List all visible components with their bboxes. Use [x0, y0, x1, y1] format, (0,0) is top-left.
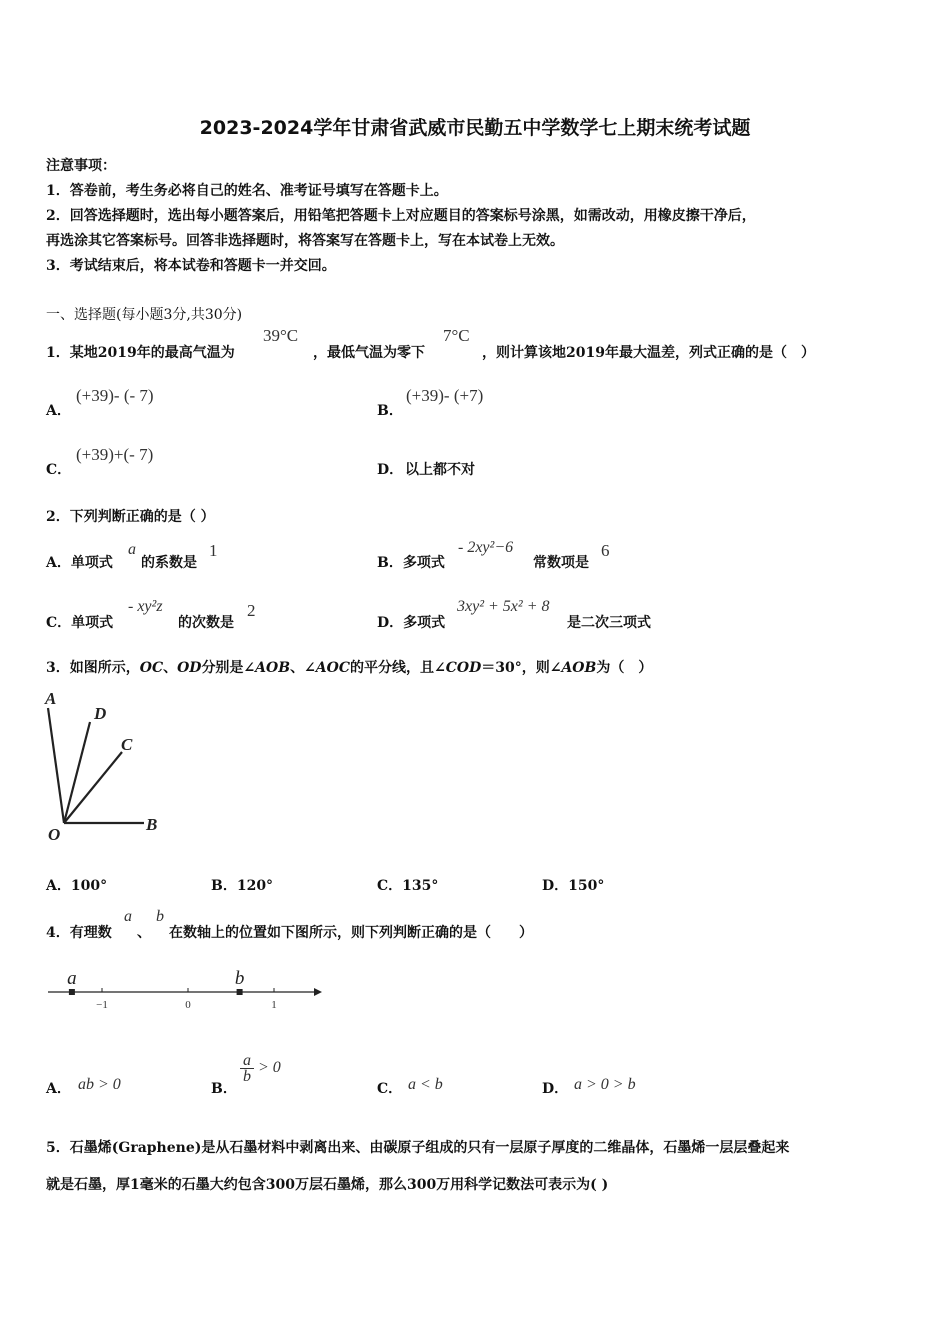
notice-line: 2．回答选择题时，选出每小题答案后，用铅笔把答题卡上对应题目的答案标号涂黑，如需改动，用橡皮擦干净后，: [46, 208, 756, 224]
notice-heading: 注意事项：: [46, 158, 116, 174]
q1-option-b-math: (+39)- (+7): [406, 386, 484, 405]
q2-option-c-math1: - xy²z: [128, 598, 163, 615]
q1-text-part2: ，最低气温为零下: [313, 345, 425, 361]
q3-option-d[interactable]: D．150°: [542, 878, 605, 894]
q1-option-c-math: (+39)+(- 7): [76, 445, 154, 464]
q1-text-part1: 1．某地2019年的最高气温为: [46, 345, 235, 361]
q3-option-a[interactable]: A．100°: [46, 878, 108, 894]
q4-option-a-math: ab > 0: [78, 1076, 121, 1093]
q1-text-part3: ，则计算该地2019年最大温差，列式正确的是（ ）: [482, 345, 815, 361]
q1-option-d-text: 以上都不对: [405, 462, 475, 478]
q3-option-c[interactable]: C．135°: [377, 878, 439, 894]
q4-option-d-label[interactable]: D．: [542, 1081, 569, 1097]
q4-text-part1: 4．有理数: [46, 925, 112, 941]
notice-line: 再选涂其它答案标号。回答非选择题时，将答案写在答题卡上，写在本试卷上无效。: [46, 233, 564, 249]
angle-figure: [40, 684, 175, 844]
q2-stem: 2．下列判断正确的是（ ）: [46, 509, 215, 525]
q2-option-b-math2: 6: [601, 541, 610, 560]
q1-option-b-label[interactable]: B．: [377, 403, 403, 419]
q4-option-b-math: $\frac{a}{b}$ > 0: [240, 1053, 281, 1084]
q2-option-a-text2: 的系数是: [141, 555, 197, 571]
section-heading: 一、选择题(每小题3分,共30分): [46, 307, 243, 323]
q1-min-temp: 7°C: [443, 326, 470, 345]
q1-option-a-label[interactable]: A．: [46, 403, 71, 419]
tick-label: −1: [96, 999, 108, 1011]
q1-option-d-label[interactable]: D．: [377, 462, 404, 478]
q4-text-part2: 在数轴上的位置如下图所示，则下列判断正确的是（ ）: [169, 925, 533, 941]
tick-label: 1: [271, 999, 277, 1011]
q4-option-b-label[interactable]: B．: [211, 1081, 237, 1097]
q4-option-c-math: a < b: [408, 1076, 443, 1093]
q2-option-c-text1[interactable]: C．单项式: [46, 615, 114, 631]
point-label-a: a: [67, 968, 77, 989]
q4-sep: 、: [137, 925, 151, 941]
q1-option-a-math: (+39)- (- 7): [76, 386, 154, 405]
q3-option-b[interactable]: B．120°: [211, 878, 274, 894]
q4-option-a-label[interactable]: A．: [46, 1081, 71, 1097]
q2-option-b-text1[interactable]: B．多项式: [377, 555, 445, 571]
notice-line: 1．答卷前，考生务必将自己的姓名、准考证号填写在答题卡上。: [46, 183, 448, 199]
label-d: D: [94, 704, 107, 723]
label-a: A: [45, 689, 57, 708]
q5-line1: 5．石墨烯(Graphene)是从石墨材料中剥离出来、由碳原子组成的只有一层原子厚度的二维晶体，石墨烯一层层叠起来: [46, 1140, 790, 1156]
label-c: C: [121, 735, 133, 754]
q5-line2: 就是石墨，厚1毫米的石墨大约包含300万层石墨烯，那么300万用科学记数法可表示为( ): [46, 1177, 609, 1193]
q2-option-c-math2: 2: [247, 601, 256, 620]
q2-option-b-text2: 常数项是: [533, 555, 589, 571]
fraction: $\frac{a}{b}$: [240, 1053, 254, 1084]
q2-option-a-math1: a: [128, 541, 136, 558]
q4-option-d-math: a > 0 > b: [574, 1076, 636, 1093]
label-o: O: [48, 825, 61, 844]
axis-arrow-icon: [314, 988, 322, 996]
q4-option-c-label[interactable]: C．: [377, 1081, 403, 1097]
q2-option-d-text2: 是二次三项式: [567, 615, 651, 631]
q4-var-a: a: [124, 908, 132, 925]
notice-line: 3．考试结束后，将本试卷和答题卡一并交回。: [46, 258, 336, 274]
q2-option-c-text2: 的次数是: [178, 615, 234, 631]
q3-stem: 3．如图所示，OC、OD分别是∠AOB、∠AOC的平分线，且∠COD＝30°，则∠AOB为（ ）: [46, 660, 653, 676]
number-line: [40, 962, 330, 1020]
page-title: 2023-2024学年甘肃省武威市民勤五中学数学七上期末统考试题: [199, 117, 751, 139]
q2-option-a-math2: 1: [209, 541, 218, 560]
point-a: [69, 989, 75, 995]
q2-option-d-text1[interactable]: D．多项式: [377, 615, 446, 631]
q2-option-b-math1: - 2xy²−6: [458, 539, 514, 556]
ray-oa: [48, 708, 64, 823]
q2-option-d-math1: 3xy² + 5x² + 8: [457, 598, 550, 615]
point-label-b: b: [234, 968, 245, 989]
label-b: B: [146, 815, 158, 834]
point-b: [237, 989, 243, 995]
q4-var-b: b: [156, 908, 164, 925]
q1-option-c-label[interactable]: C．: [46, 462, 72, 478]
q1-max-temp: 39°C: [263, 326, 299, 345]
q2-option-a-text1[interactable]: A．单项式: [46, 555, 113, 571]
tick-label: 0: [185, 999, 191, 1011]
